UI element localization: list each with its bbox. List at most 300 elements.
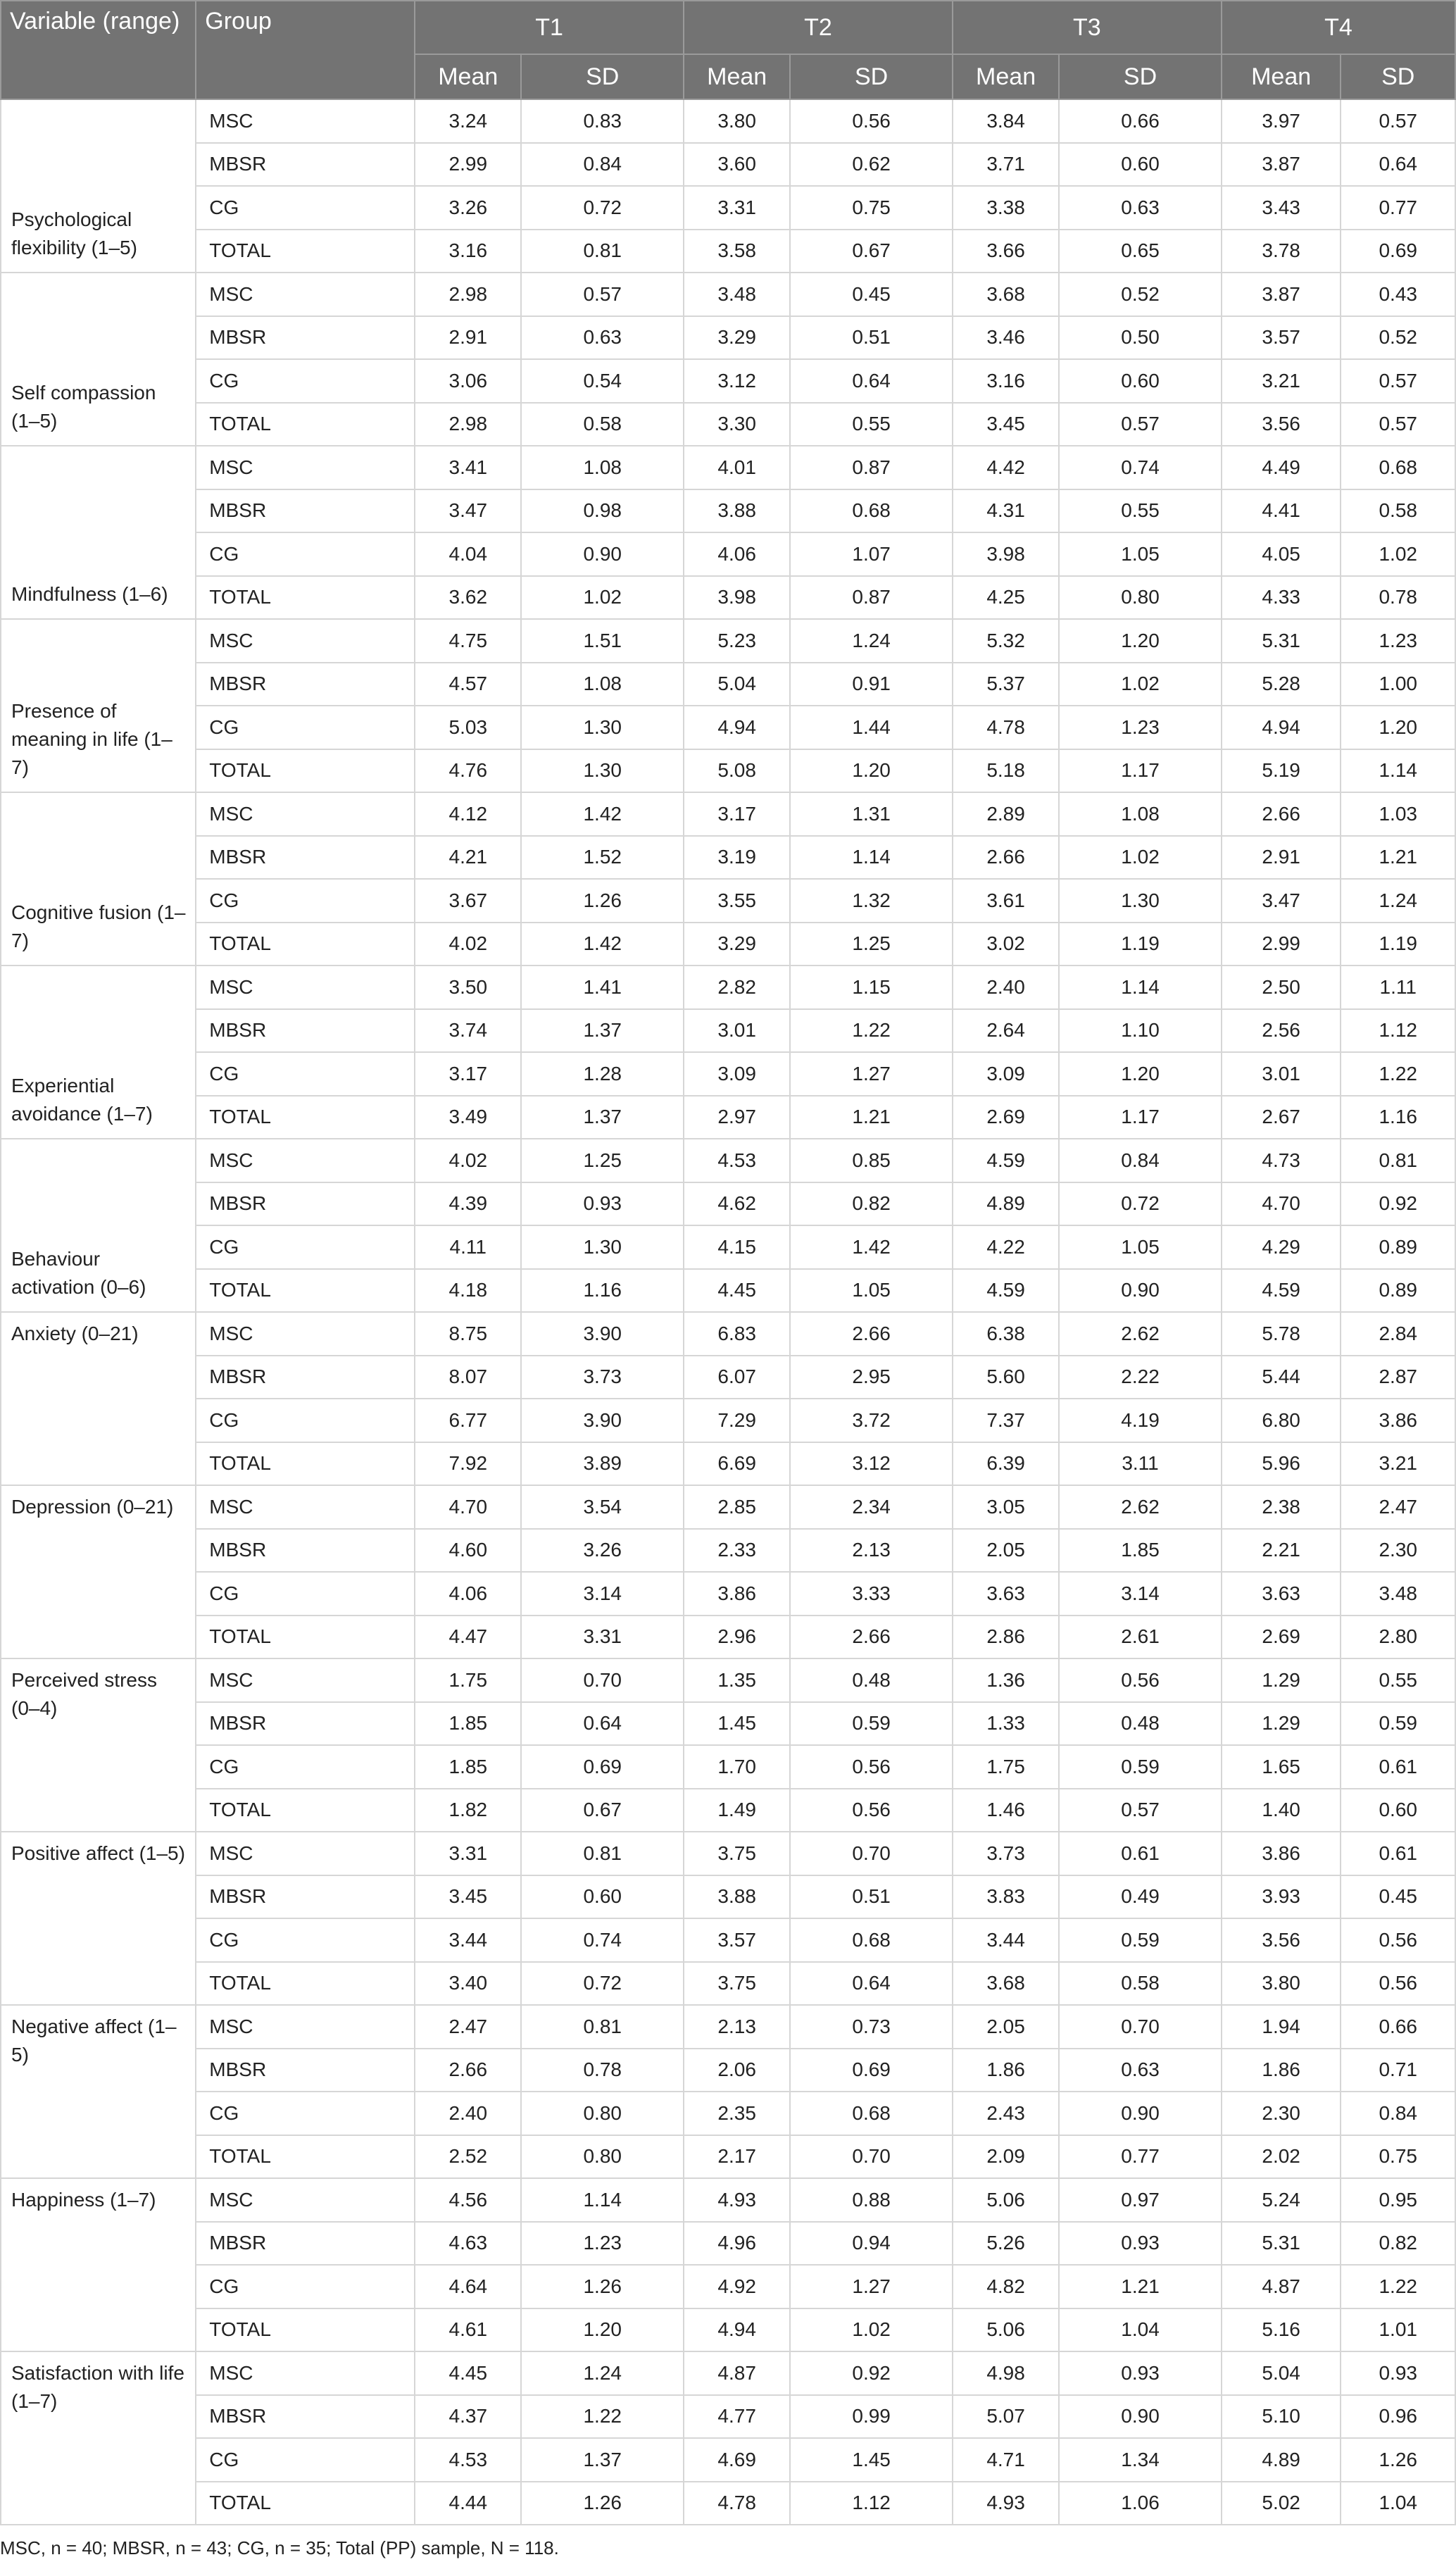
sd-cell: 1.42	[521, 923, 684, 966]
mean-cell: 1.33	[953, 1702, 1059, 1746]
sd-cell: 0.93	[1341, 2351, 1455, 2395]
sd-cell: 0.66	[1059, 99, 1222, 143]
group-label: CG	[196, 706, 415, 749]
mean-cell: 3.44	[415, 1918, 521, 1962]
mean-cell: 2.91	[415, 316, 521, 360]
mean-cell: 6.07	[684, 1356, 790, 1399]
mean-cell: 3.88	[684, 1875, 790, 1919]
sd-cell: 1.24	[1341, 879, 1455, 923]
sd-cell: 1.02	[1341, 532, 1455, 576]
sd-cell: 0.60	[1059, 143, 1222, 187]
mean-cell: 3.50	[415, 966, 521, 1009]
sd-cell: 1.30	[521, 1225, 684, 1269]
group-label: MBSR	[196, 489, 415, 533]
header-mean: Mean	[415, 54, 521, 99]
mean-cell: 3.47	[1222, 879, 1341, 923]
table-row	[1, 403, 1455, 446]
table-row	[1, 1312, 1455, 1356]
sd-cell: 2.80	[1341, 1616, 1455, 1659]
mean-cell: 3.16	[415, 230, 521, 273]
sd-cell: 1.23	[1341, 619, 1455, 663]
mean-cell: 3.93	[1222, 1875, 1341, 1919]
mean-cell: 3.63	[953, 1572, 1059, 1616]
sd-cell: 2.87	[1341, 1356, 1455, 1399]
sd-cell: 1.05	[1059, 1225, 1222, 1269]
sd-cell: 0.57	[1059, 1789, 1222, 1832]
table-row	[1, 663, 1455, 706]
table-row	[1, 1399, 1455, 1442]
sd-cell: 3.33	[790, 1572, 953, 1616]
mean-cell: 4.64	[415, 2265, 521, 2308]
group-label: TOTAL	[196, 1096, 415, 1139]
group-label: CG	[196, 879, 415, 923]
sd-cell: 0.64	[790, 359, 953, 403]
sd-cell: 0.73	[790, 2005, 953, 2049]
mean-cell: 4.15	[684, 1225, 790, 1269]
mean-cell: 2.82	[684, 966, 790, 1009]
table-row	[1, 966, 1455, 1009]
mean-cell: 3.87	[1222, 273, 1341, 316]
mean-cell: 3.98	[953, 532, 1059, 576]
sd-cell: 1.26	[521, 2265, 684, 2308]
mean-cell: 6.39	[953, 1442, 1059, 1486]
mean-cell: 3.60	[684, 143, 790, 187]
table-row	[1, 1485, 1455, 1529]
sd-cell: 0.93	[1059, 2222, 1222, 2266]
table-row	[1, 1269, 1455, 1313]
sd-cell: 1.20	[1059, 1052, 1222, 1096]
mean-cell: 4.94	[684, 706, 790, 749]
sd-cell: 0.81	[1341, 1139, 1455, 1182]
sd-cell: 0.51	[790, 1875, 953, 1919]
mean-cell: 4.59	[953, 1139, 1059, 1182]
mean-cell: 4.59	[1222, 1269, 1341, 1313]
variable-label: Satisfaction with life (1–7)	[1, 2351, 196, 2525]
sd-cell: 1.14	[1059, 966, 1222, 1009]
sd-cell: 0.52	[1059, 273, 1222, 316]
sd-cell: 0.61	[1059, 1832, 1222, 1875]
sd-cell: 1.45	[790, 2438, 953, 2482]
mean-cell: 3.05	[953, 1485, 1059, 1529]
mean-cell: 4.06	[684, 532, 790, 576]
sd-cell: 1.04	[1059, 2308, 1222, 2352]
sd-cell: 0.87	[790, 576, 953, 620]
mean-cell: 3.57	[1222, 316, 1341, 360]
mean-cell: 2.89	[953, 792, 1059, 836]
mean-cell: 3.98	[684, 576, 790, 620]
sd-cell: 0.97	[1059, 2178, 1222, 2222]
mean-cell: 3.61	[953, 879, 1059, 923]
sd-cell: 0.68	[790, 2092, 953, 2135]
mean-cell: 4.18	[415, 1269, 521, 1313]
group-label: CG	[196, 1918, 415, 1962]
sd-cell: 1.30	[521, 749, 684, 793]
sd-cell: 2.22	[1059, 1356, 1222, 1399]
sd-cell: 0.69	[1341, 230, 1455, 273]
sd-cell: 1.02	[1059, 663, 1222, 706]
table-row	[1, 1789, 1455, 1832]
sd-cell: 0.78	[521, 2049, 684, 2092]
mean-cell: 4.77	[684, 2395, 790, 2439]
mean-cell: 3.02	[953, 923, 1059, 966]
mean-cell: 3.47	[415, 489, 521, 533]
mean-cell: 2.40	[415, 2092, 521, 2135]
sd-cell: 0.82	[790, 1182, 953, 1226]
sd-cell: 1.14	[521, 2178, 684, 2222]
sd-cell: 0.85	[790, 1139, 953, 1182]
table-footnote: MSC, n = 40; MBSR, n = 43; CG, n = 35; Total (PP) sample, N = 118.	[0, 2537, 559, 2558]
mean-cell: 4.73	[1222, 1139, 1341, 1182]
header-t2: T2	[684, 1, 953, 54]
mean-cell: 1.40	[1222, 1789, 1341, 1832]
variable-label: Cognitive fusion (1–7)	[1, 792, 196, 966]
mean-cell: 3.49	[415, 1096, 521, 1139]
header-t1: T1	[415, 1, 684, 54]
sd-cell: 1.20	[1341, 706, 1455, 749]
mean-cell: 5.16	[1222, 2308, 1341, 2352]
sd-cell: 0.56	[1059, 1658, 1222, 1702]
mean-cell: 1.29	[1222, 1658, 1341, 1702]
table-row	[1, 532, 1455, 576]
mean-cell: 5.28	[1222, 663, 1341, 706]
sd-cell: 1.19	[1059, 923, 1222, 966]
sd-cell: 1.25	[790, 923, 953, 966]
table-row	[1, 2438, 1455, 2482]
sd-cell: 1.16	[1341, 1096, 1455, 1139]
mean-cell: 5.96	[1222, 1442, 1341, 1486]
mean-cell: 5.18	[953, 749, 1059, 793]
table-row	[1, 836, 1455, 880]
variable-label: Happiness (1–7)	[1, 2178, 196, 2351]
sd-cell: 2.61	[1059, 1616, 1222, 1659]
sd-cell: 3.31	[521, 1616, 684, 1659]
sd-cell: 0.70	[521, 1658, 684, 1702]
mean-cell: 2.97	[684, 1096, 790, 1139]
table-row	[1, 446, 1455, 489]
mean-cell: 2.38	[1222, 1485, 1341, 1529]
mean-cell: 2.47	[415, 2005, 521, 2049]
group-label: MSC	[196, 2351, 415, 2395]
sd-cell: 3.90	[521, 1312, 684, 1356]
mean-cell: 3.84	[953, 99, 1059, 143]
sd-cell: 0.84	[1341, 2092, 1455, 2135]
mean-cell: 3.86	[1222, 1832, 1341, 1875]
sd-cell: 0.52	[1341, 316, 1455, 360]
group-label: TOTAL	[196, 576, 415, 620]
sd-cell: 3.89	[521, 1442, 684, 1486]
group-label: TOTAL	[196, 1962, 415, 2006]
mean-cell: 4.25	[953, 576, 1059, 620]
mean-cell: 4.44	[415, 2482, 521, 2525]
table-row	[1, 2049, 1455, 2092]
mean-cell: 4.01	[684, 446, 790, 489]
sd-cell: 0.90	[521, 532, 684, 576]
table-row	[1, 1442, 1455, 1486]
header-mean: Mean	[684, 54, 790, 99]
sd-cell: 1.27	[790, 1052, 953, 1096]
mean-cell: 5.78	[1222, 1312, 1341, 1356]
group-label: CG	[196, 1052, 415, 1096]
mean-cell: 4.75	[415, 619, 521, 663]
mean-cell: 1.82	[415, 1789, 521, 1832]
table-row	[1, 99, 1455, 143]
mean-cell: 2.40	[953, 966, 1059, 1009]
mean-cell: 5.04	[684, 663, 790, 706]
header-group: Group	[196, 1, 415, 99]
mean-cell: 1.65	[1222, 1745, 1341, 1789]
mean-cell: 3.31	[684, 186, 790, 230]
table-row	[1, 1139, 1455, 1182]
sd-cell: 0.56	[790, 1745, 953, 1789]
sd-cell: 3.48	[1341, 1572, 1455, 1616]
sd-cell: 1.26	[521, 2482, 684, 2525]
sd-cell: 0.93	[1059, 2351, 1222, 2395]
table-row	[1, 230, 1455, 273]
sd-cell: 0.84	[521, 143, 684, 187]
mean-cell: 4.69	[684, 2438, 790, 2482]
group-label: CG	[196, 532, 415, 576]
mean-cell: 4.76	[415, 749, 521, 793]
sd-cell: 0.89	[1341, 1269, 1455, 1313]
mean-cell: 4.31	[953, 489, 1059, 533]
sd-cell: 1.37	[521, 1009, 684, 1053]
mean-cell: 3.09	[684, 1052, 790, 1096]
mean-cell: 2.30	[1222, 2092, 1341, 2135]
sd-cell: 0.60	[521, 1875, 684, 1919]
mean-cell: 3.26	[415, 186, 521, 230]
mean-cell: 1.35	[684, 1658, 790, 1702]
sd-cell: 3.54	[521, 1485, 684, 1529]
sd-cell: 1.24	[790, 619, 953, 663]
sd-cell: 0.55	[790, 403, 953, 446]
group-label: CG	[196, 186, 415, 230]
sd-cell: 0.72	[1059, 1182, 1222, 1226]
mean-cell: 4.45	[415, 2351, 521, 2395]
group-label: MBSR	[196, 1009, 415, 1053]
sd-cell: 0.80	[521, 2092, 684, 2135]
sd-cell: 2.66	[790, 1616, 953, 1659]
mean-cell: 5.31	[1222, 619, 1341, 663]
sd-cell: 3.14	[521, 1572, 684, 1616]
group-label: MBSR	[196, 2222, 415, 2266]
sd-cell: 1.08	[521, 446, 684, 489]
header-t3: T3	[953, 1, 1222, 54]
mean-cell: 4.96	[684, 2222, 790, 2266]
mean-cell: 5.07	[953, 2395, 1059, 2439]
mean-cell: 2.98	[415, 273, 521, 316]
mean-cell: 1.46	[953, 1789, 1059, 1832]
sd-cell: 2.62	[1059, 1485, 1222, 1529]
mean-cell: 3.38	[953, 186, 1059, 230]
table-row	[1, 879, 1455, 923]
sd-cell: 0.70	[790, 1832, 953, 1875]
sd-cell: 1.20	[1059, 619, 1222, 663]
sd-cell: 0.68	[1341, 446, 1455, 489]
mean-cell: 1.29	[1222, 1702, 1341, 1746]
sd-cell: 0.67	[790, 230, 953, 273]
mean-cell: 3.29	[684, 316, 790, 360]
group-label: MSC	[196, 99, 415, 143]
mean-cell: 1.86	[953, 2049, 1059, 2092]
sd-cell: 0.82	[1341, 2222, 1455, 2266]
mean-cell: 4.89	[1222, 2438, 1341, 2482]
sd-cell: 1.42	[790, 1225, 953, 1269]
table-row	[1, 1225, 1455, 1269]
sd-cell: 2.95	[790, 1356, 953, 1399]
sd-cell: 1.37	[521, 1096, 684, 1139]
mean-cell: 1.45	[684, 1702, 790, 1746]
variable-label: Psychological flexibility (1–5)	[1, 99, 196, 273]
sd-cell: 1.08	[1059, 792, 1222, 836]
sd-cell: 3.26	[521, 1529, 684, 1573]
mean-cell: 2.06	[684, 2049, 790, 2092]
group-label: MSC	[196, 966, 415, 1009]
table-row	[1, 576, 1455, 620]
group-label: TOTAL	[196, 2482, 415, 2525]
mean-cell: 5.06	[953, 2308, 1059, 2352]
group-label: MSC	[196, 2178, 415, 2222]
group-label: MBSR	[196, 663, 415, 706]
sd-cell: 0.66	[1341, 2005, 1455, 2049]
mean-cell: 4.71	[953, 2438, 1059, 2482]
table-row	[1, 273, 1455, 316]
group-label: MSC	[196, 1312, 415, 1356]
mean-cell: 4.94	[1222, 706, 1341, 749]
table-row	[1, 1356, 1455, 1399]
sd-cell: 0.51	[790, 316, 953, 360]
mean-cell: 4.05	[1222, 532, 1341, 576]
variable-label: Anxiety (0–21)	[1, 1312, 196, 1485]
sd-cell: 0.92	[1341, 1182, 1455, 1226]
table-row	[1, 1918, 1455, 1962]
table-row	[1, 2005, 1455, 2049]
sd-cell: 1.21	[1059, 2265, 1222, 2308]
mean-cell: 4.53	[684, 1139, 790, 1182]
mean-cell: 3.48	[684, 273, 790, 316]
mean-cell: 3.43	[1222, 186, 1341, 230]
mean-cell: 4.93	[684, 2178, 790, 2222]
sd-cell: 1.19	[1341, 923, 1455, 966]
mean-cell: 4.98	[953, 2351, 1059, 2395]
mean-cell: 4.92	[684, 2265, 790, 2308]
group-label: MSC	[196, 1139, 415, 1182]
mean-cell: 6.38	[953, 1312, 1059, 1356]
mean-cell: 2.85	[684, 1485, 790, 1529]
sd-cell: 1.27	[790, 2265, 953, 2308]
sd-cell: 0.45	[1341, 1875, 1455, 1919]
sd-cell: 0.56	[1341, 1918, 1455, 1962]
header-sd: SD	[790, 54, 953, 99]
mean-cell: 3.45	[415, 1875, 521, 1919]
sd-cell: 0.64	[790, 1962, 953, 2006]
mean-cell: 2.33	[684, 1529, 790, 1573]
table-row	[1, 1529, 1455, 1573]
mean-cell: 3.09	[953, 1052, 1059, 1096]
sd-cell: 3.90	[521, 1399, 684, 1442]
mean-cell: 3.40	[415, 1962, 521, 2006]
sd-cell: 0.58	[1059, 1962, 1222, 2006]
sd-cell: 0.91	[790, 663, 953, 706]
mean-cell: 1.75	[953, 1745, 1059, 1789]
mean-cell: 3.01	[1222, 1052, 1341, 1096]
sd-cell: 0.54	[521, 359, 684, 403]
table-row	[1, 2351, 1455, 2395]
table-row	[1, 316, 1455, 360]
mean-cell: 3.58	[684, 230, 790, 273]
mean-cell: 5.44	[1222, 1356, 1341, 1399]
sd-cell: 1.12	[1341, 1009, 1455, 1053]
table-row	[1, 1745, 1455, 1789]
sd-cell: 0.64	[521, 1702, 684, 1746]
mean-cell: 3.67	[415, 879, 521, 923]
sd-cell: 0.95	[1341, 2178, 1455, 2222]
mean-cell: 7.29	[684, 1399, 790, 1442]
group-label: CG	[196, 2265, 415, 2308]
mean-cell: 5.37	[953, 663, 1059, 706]
mean-cell: 3.66	[953, 230, 1059, 273]
mean-cell: 3.75	[684, 1832, 790, 1875]
header-t4: T4	[1222, 1, 1455, 54]
mean-cell: 3.80	[1222, 1962, 1341, 2006]
group-label: TOTAL	[196, 1789, 415, 1832]
mean-cell: 4.41	[1222, 489, 1341, 533]
sd-cell: 0.48	[1059, 1702, 1222, 1746]
group-label: TOTAL	[196, 2308, 415, 2352]
sd-cell: 0.78	[1341, 576, 1455, 620]
sd-cell: 1.02	[1059, 836, 1222, 880]
sd-cell: 1.51	[521, 619, 684, 663]
sd-cell: 0.69	[521, 1745, 684, 1789]
sd-cell: 1.22	[1341, 1052, 1455, 1096]
sd-cell: 0.98	[521, 489, 684, 533]
mean-cell: 1.49	[684, 1789, 790, 1832]
sd-cell: 1.23	[1059, 706, 1222, 749]
mean-cell: 3.63	[1222, 1572, 1341, 1616]
sd-cell: 0.90	[1059, 2395, 1222, 2439]
group-label: MBSR	[196, 1702, 415, 1746]
mean-cell: 2.21	[1222, 1529, 1341, 1573]
table-row	[1, 359, 1455, 403]
sd-cell: 1.16	[521, 1269, 684, 1313]
sd-cell: 1.08	[521, 663, 684, 706]
mean-cell: 3.56	[1222, 403, 1341, 446]
sd-cell: 0.80	[1059, 576, 1222, 620]
mean-cell: 4.87	[1222, 2265, 1341, 2308]
table-row	[1, 2308, 1455, 2352]
group-label: MBSR	[196, 1529, 415, 1573]
sd-cell: 2.30	[1341, 1529, 1455, 1573]
mean-cell: 5.60	[953, 1356, 1059, 1399]
mean-cell: 2.91	[1222, 836, 1341, 880]
mean-cell: 2.66	[953, 836, 1059, 880]
sd-cell: 3.86	[1341, 1399, 1455, 1442]
mean-cell: 3.17	[684, 792, 790, 836]
mean-cell: 4.87	[684, 2351, 790, 2395]
mean-cell: 4.53	[415, 2438, 521, 2482]
mean-cell: 5.19	[1222, 749, 1341, 793]
table-row	[1, 1875, 1455, 1919]
group-label: MBSR	[196, 836, 415, 880]
sd-cell: 0.70	[790, 2135, 953, 2179]
mean-cell: 8.75	[415, 1312, 521, 1356]
sd-cell: 0.45	[790, 273, 953, 316]
table-row	[1, 1572, 1455, 1616]
sd-cell: 1.02	[521, 576, 684, 620]
table-row	[1, 1096, 1455, 1139]
sd-cell: 1.14	[1341, 749, 1455, 793]
mean-cell: 2.96	[684, 1616, 790, 1659]
mean-cell: 4.21	[415, 836, 521, 880]
